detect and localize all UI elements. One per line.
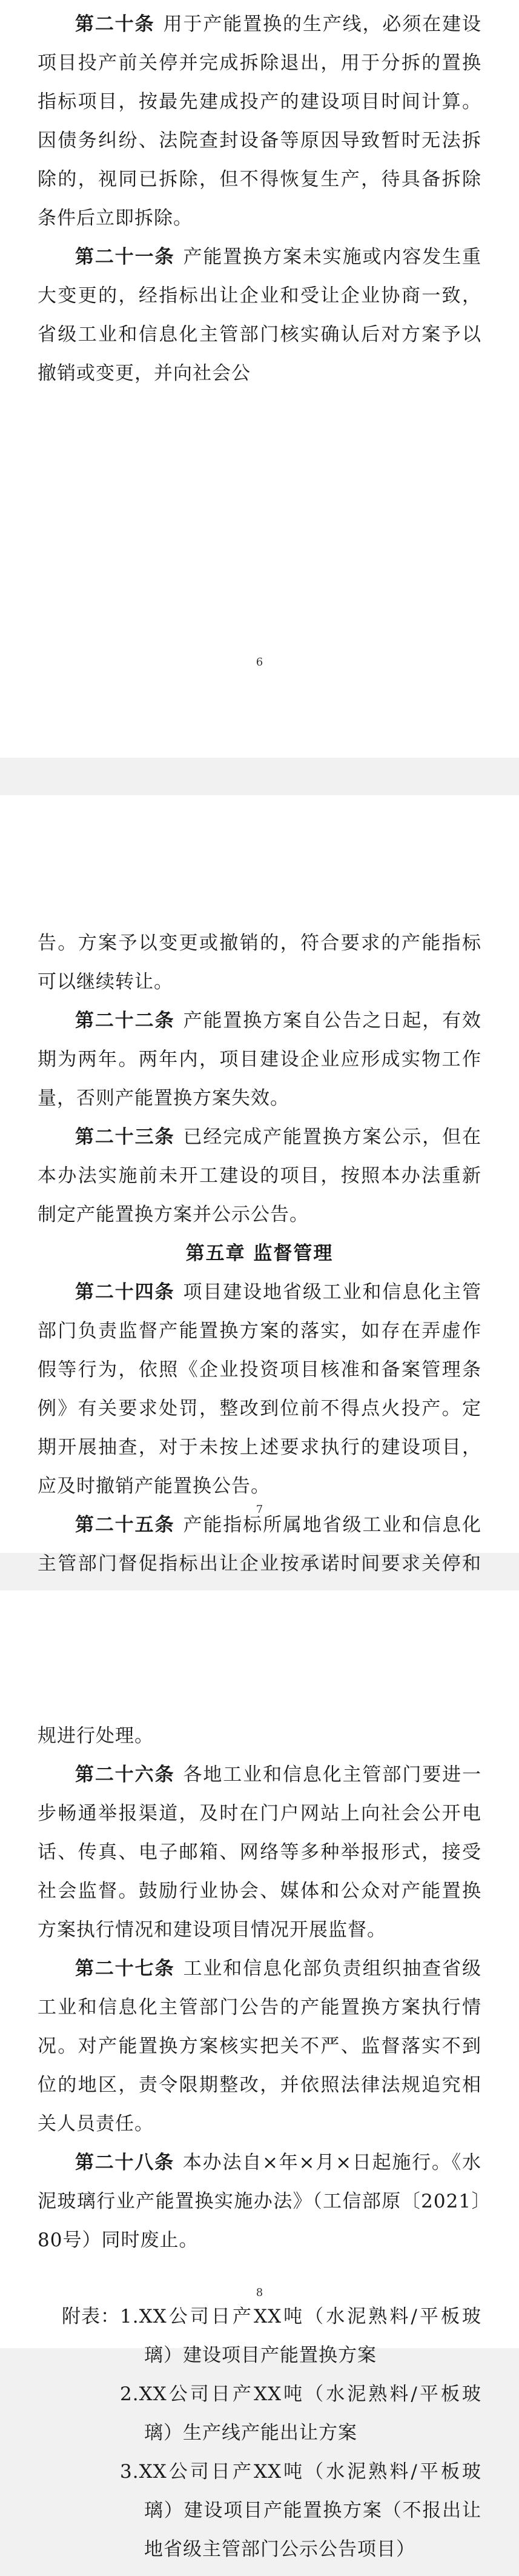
page-number: 7 — [256, 1503, 263, 1516]
article-text: 用于产能置换的生产线，必须在建设项目投产前关停并完成拆除退出，用于分拆的置换指标项目，按最先建成投产的建设项目时间计算。因债务纠纷、法院查封设备等原因导致暂时无法拆除的，视同已拆除，但不得恢复生产，待具备拆除条件后立即拆除。 — [38, 13, 482, 229]
article-text: 各地工业和信息化主管部门要进一步畅通举报渠道，及时在门户网站上向社会公开电话、传真、电子邮箱、网络等多种举报形式，接受社会监督。鼓励行业协会、媒体和公众对产能置换方案执行情况和建设项目情况开展监督。 — [38, 1764, 482, 1941]
article-28 — [38, 2143, 481, 2260]
appendix — [38, 2297, 481, 2569]
article-number: 第二十四条 — [75, 1281, 175, 1303]
document-page-7 — [0, 795, 519, 1575]
page-number: 6 — [256, 656, 263, 669]
article-number: 第二十一条 — [75, 246, 175, 268]
page-body — [38, 0, 481, 393]
article-text: 产能指标所属地省级工业和信息化主管部门督促指标出让企业按承诺时间要求关停和 — [38, 1514, 482, 1575]
article-26 — [38, 1755, 481, 1949]
article-number: 第二十五条 — [75, 1514, 175, 1536]
page-number: 8 — [256, 2286, 263, 2299]
article-text: 产能置换方案自公告之日起，有效期为两年。两年内，项目建设企业应形成实物工作量，否则产能置换方案失效。 — [38, 1010, 482, 1109]
appendix-item: 2.XX公司日产XX吨（水泥熟料/平板玻璃）生产线产能出让方案 — [120, 2383, 481, 2444]
article-number: 第二十二条 — [75, 1010, 175, 1032]
article-text: 本办法自×年×月×日起施行。《水泥玻璃行业产能置换实施办法》（工信部原〔2021〕80号）同时废止。 — [38, 2152, 481, 2251]
appendix-item: 1.XX公司日产XX吨（水泥熟料/平板玻璃）建设项目产能置换方案 — [120, 2306, 481, 2366]
article-number: 第二十三条 — [75, 1126, 175, 1148]
document-page-8 — [0, 1590, 519, 2560]
article-text: 项目建设地省级工业和信息化主管部门负责监督产能置换方案的落实，如存在弄虚作假等行为，依照《企业投资项目核准和备案管理条例》有关要求处罚，整改到位前不得点火投产。定期开展抽查，对于未按上述要求执行的建设项目，应及时撤销产能置换公告。 — [38, 1281, 482, 1497]
article-number: 第二十条 — [75, 13, 155, 35]
article-number: 第二十七条 — [75, 1958, 175, 1980]
continued-text: 规进行处理。 — [38, 1725, 154, 1747]
article-21 — [38, 238, 481, 393]
article-text: 工业和信息化部负责组织抽查省级工业和信息化主管部门公告的产能置换方案执行情况。对产能置换方案核实把关不严、监督落实不到位的地区，责令限期整改，并依照法律法规追究相关人员责任。 — [38, 1958, 482, 2135]
page-body — [38, 1590, 481, 2569]
article-text: 已经完成产能置换方案公示，但在本办法实施前未开工建设的项目，按照本办法重新制定产能置换方案并公示公告。 — [38, 1126, 482, 1226]
article-number: 第二十六条 — [75, 1764, 175, 1786]
appendix-list — [120, 2297, 481, 2569]
article-24 — [38, 1273, 481, 1506]
article-text: 产能置换方案未实施或内容发生重大变更的，经指标出让企业和受让企业协商一致，省级工业和信息化主管部门核实确认后对方案予以撤销或变更，并向社会公 — [38, 246, 482, 384]
article-23 — [38, 1118, 481, 1234]
article-number: 第二十八条 — [75, 2152, 174, 2174]
article-27 — [38, 1949, 481, 2143]
chapter-heading: 第五章 监督管理 — [185, 1243, 334, 1264]
article-22 — [38, 1001, 481, 1118]
document-page-6 — [0, 0, 519, 758]
appendix-label: 附表： — [62, 2306, 120, 2327]
continued-text: 告。方案予以变更或撤销的，符合要求的产能指标可以继续转让。 — [38, 932, 481, 993]
appendix-item: 3.XX公司日产XX吨（水泥熟料/平板玻璃）建设项目产能置换方案（不报出让地省级主管部门公示公告项目） — [120, 2461, 481, 2560]
article-20 — [38, 5, 481, 238]
